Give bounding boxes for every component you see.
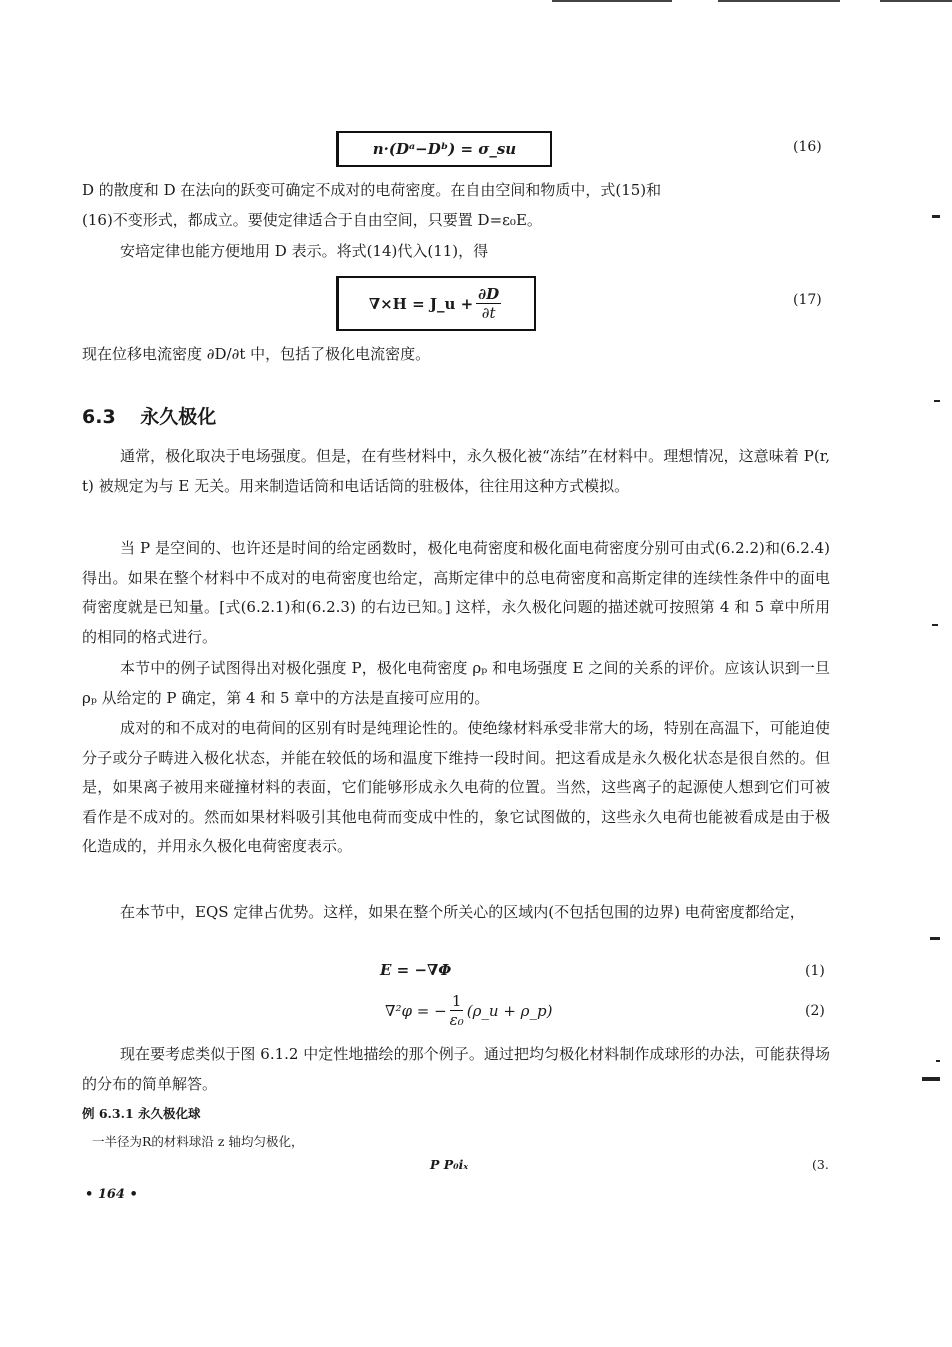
section-heading <box>82 402 216 429</box>
equation-2-number: (2) <box>805 1003 825 1019</box>
equation-17-lhs: ∇×H = J_u + <box>368 294 474 313</box>
fraction-denominator: ε₀ <box>449 1011 464 1029</box>
paragraph: 本节中的例子试图得出对极化强度 P，极化电荷密度 ρₚ 和电场强度 E 之间的关系的评价。应该认识到一旦 ρₚ 从给定的 P 确定，第 4 和 5 章中的方法是直接可应用的。 <box>82 659 830 707</box>
fraction-numerator: ∂D <box>478 285 500 303</box>
equation-16-box <box>336 131 552 167</box>
fraction-denominator: ∂t <box>481 304 496 322</box>
paragraph: 当 P 是空间的、也许还是时间的给定函数时，极化电荷密度和极化面电荷密度分别可由式(6.2.2)和(6.2.4)得出。如果在整个材料中不成对的电荷密度也给定，高斯定律中的总电荷密度和高斯定律的连续性条件中的面电荷密度就是已知量。[式(6.2.1)和(6.2.3) 的右边已知。] 这样，永久极化问题的描述就可按照第 4 和 5 章中所用的相同的格式进行。 <box>82 539 830 646</box>
paragraph: 安培定律也能方便地用 D 表示。将式(14)代入(11)，得 <box>120 242 489 260</box>
scan-edge-line <box>552 0 672 2</box>
scan-mark <box>932 624 938 626</box>
paragraph-line: D 的散度和 D 在法向的跃变可确定不成对的电荷密度。在自由空间和物质中，式(15)和 <box>82 181 662 199</box>
scan-mark <box>922 1077 940 1081</box>
scan-mark <box>932 215 940 218</box>
scan-edge-line <box>880 0 952 2</box>
equation-1: E = −∇Φ <box>380 961 452 979</box>
scan-edge-line <box>718 0 840 2</box>
equation-2-fraction <box>450 992 464 1029</box>
section-number: 6.3 <box>82 406 116 428</box>
paragraph: 现在位移电流密度 ∂D/∂t 中，包括了极化电流密度。 <box>82 345 431 363</box>
fraction-numerator: 1 <box>451 992 462 1010</box>
page-number: • 164 • <box>85 1187 138 1202</box>
example-title: 例 6.3.1 永久极化球 <box>82 1106 201 1121</box>
equation-17-number: (17) <box>793 292 822 308</box>
paragraph <box>82 176 830 235</box>
paragraph: 现在要考虑类似于图 6.1.2 中定性地描绘的那个例子。通过把均匀极化材料制作成球形的办法，可能获得场的分布的简单解答。 <box>82 1045 830 1093</box>
equation-17-box <box>336 276 536 331</box>
example-text: 一半径为R的材料球沿 z 轴均匀极化， <box>92 1134 304 1149</box>
equation-16-number: (16) <box>793 139 822 155</box>
equation-3: P P₀iₓ <box>430 1157 469 1172</box>
equation-2-rhs: (ρ_u + ρ_p) <box>466 1001 553 1020</box>
equation-17-fraction <box>476 285 501 322</box>
equation-3-number: (3. <box>812 1157 829 1172</box>
scan-mark <box>936 1060 940 1062</box>
equation-2 <box>385 992 552 1029</box>
paragraph: 在本节中，EQS 定律占优势。这样，如果在整个所关心的区域内(不包括包围的边界) 电荷密度都给定， <box>120 903 805 921</box>
equation-2-lhs: ∇²φ = − <box>385 1001 447 1020</box>
equation-1-number: (1) <box>805 963 825 979</box>
paragraph: 通常，极化取决于电场强度。但是，在有些材料中，永久极化被“冻结”在材料中。理想情况，这意味着 P(r, t) 被规定为与 E 无关。用来制造话筒和电话话筒的驻极体，往往用这种方式模拟。 <box>82 447 830 495</box>
equation-16: n·(Dᵃ−Dᵇ) = σ_su <box>372 140 517 158</box>
scan-mark <box>934 400 940 402</box>
scan-mark <box>930 937 940 940</box>
paragraph: 成对的和不成对的电荷间的区别有时是纯理论性的。使绝缘材料承受非常大的场，特别在高温下，可能迫使分子或分子畴进入极化状态，并能在较低的场和温度下维持一段时间。把这看成是永久极化状态是很自然的。但是，如果离子被用来碰撞材料的表面，它们能够形成永久电荷的位置。当然，这些离子的起源使人想到它们可被看作是不成对的。然而如果材料吸引其他电荷而变成中性的，象它试图做的，这些永久电荷也能被看成是由于极化造成的，并用永久极化电荷密度表示。 <box>82 719 830 855</box>
paragraph-line: (16)不变形式，都成立。要使定律适合于自由空间，只要置 D=ε₀E。 <box>82 210 542 229</box>
section-title: 永久极化 <box>140 406 217 428</box>
